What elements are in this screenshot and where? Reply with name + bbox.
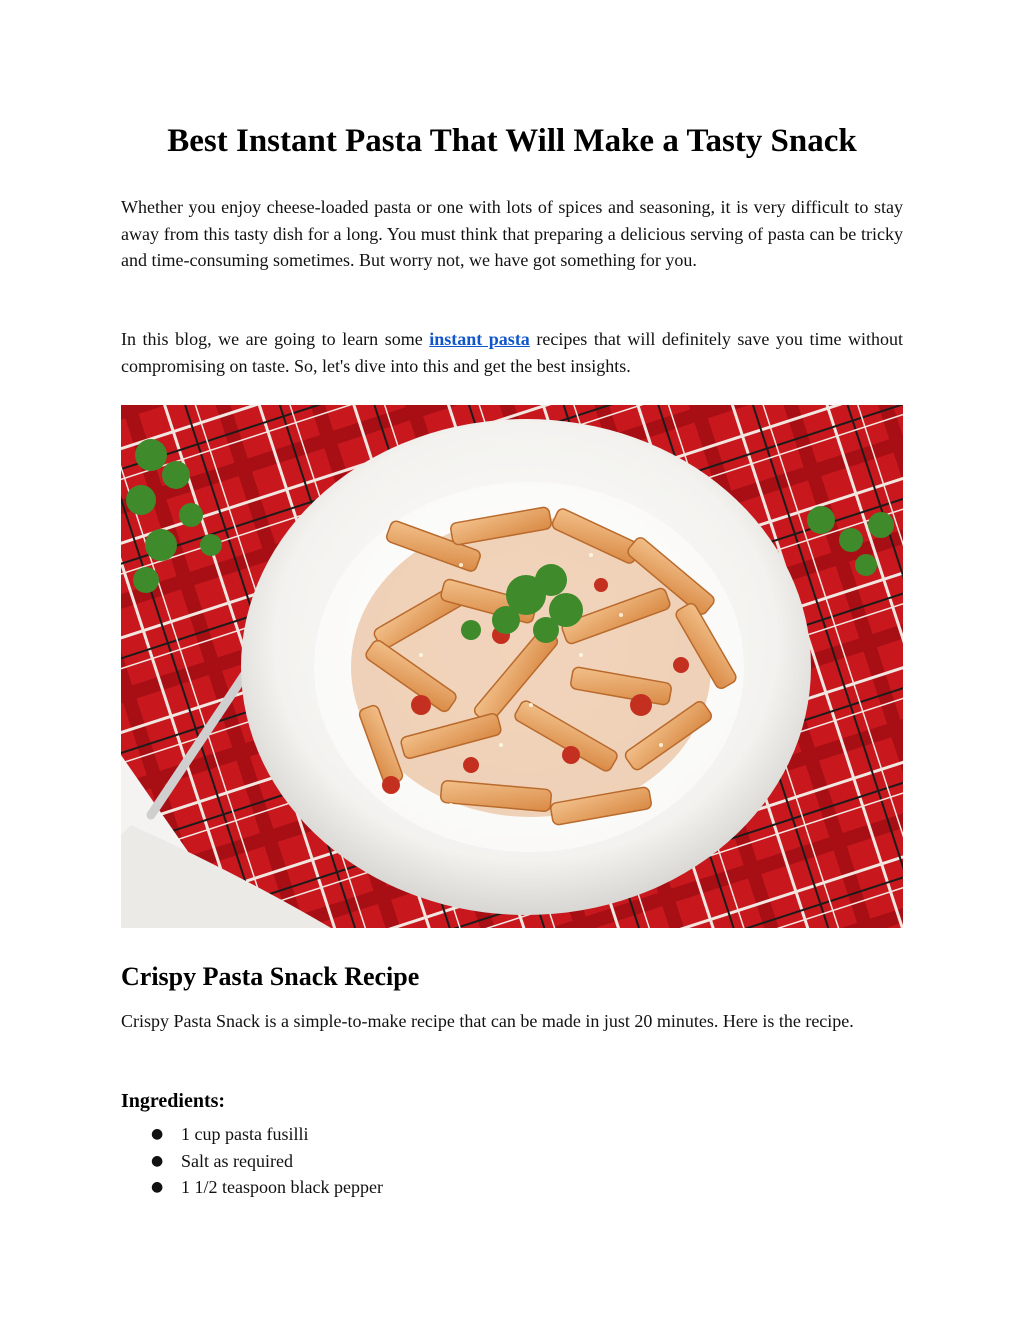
intro-paragraph: Whether you enjoy cheese-loaded pasta or one with lots of spices and seasoning, it is very difficult to stay away from this tasty dish for a long. You must think that preparing a delicious serving of pasta can be tricky and time-consuming sometimes. But worry not, we have got something for you. — [121, 197, 903, 270]
ingredient-text: Salt as required — [181, 1150, 293, 1171]
blog-paragraph-text-end: recipes that will definitely save you time without compromising on taste. So, let's dive into this and get the best insights. — [121, 329, 903, 376]
pasta-photo — [121, 405, 903, 928]
page-title: Best Instant Pasta That Will Make a Tasty Snack — [167, 123, 857, 159]
bullet-icon: ● — [151, 1126, 164, 1142]
blog-paragraph-text-start: In this blog, we are going to learn some — [121, 329, 430, 349]
ingredient-item — [121, 1174, 903, 1201]
ingredient-text: 1 1/2 teaspoon black pepper — [181, 1177, 383, 1197]
pasta-plate-illustration — [121, 405, 903, 928]
ingredients-list — [121, 1121, 903, 1201]
recipe-description: Crispy Pasta Snack is a simple-to-make recipe that can be made in just 20 minutes. Here is the recipe. — [121, 1011, 854, 1031]
ingredients-heading: Ingredients: — [121, 1090, 226, 1112]
ingredient-item — [121, 1121, 903, 1148]
bullet-icon: ● — [151, 1179, 164, 1195]
ingredient-text: 1 cup pasta fusilli — [181, 1124, 309, 1144]
ingredient-item — [121, 1148, 903, 1175]
bullet-icon: ● — [151, 1152, 164, 1169]
instant-pasta-link[interactable]: instant pasta — [429, 329, 530, 349]
blog-paragraph — [121, 326, 903, 379]
recipe-heading: Crispy Pasta Snack Recipe — [121, 962, 420, 991]
